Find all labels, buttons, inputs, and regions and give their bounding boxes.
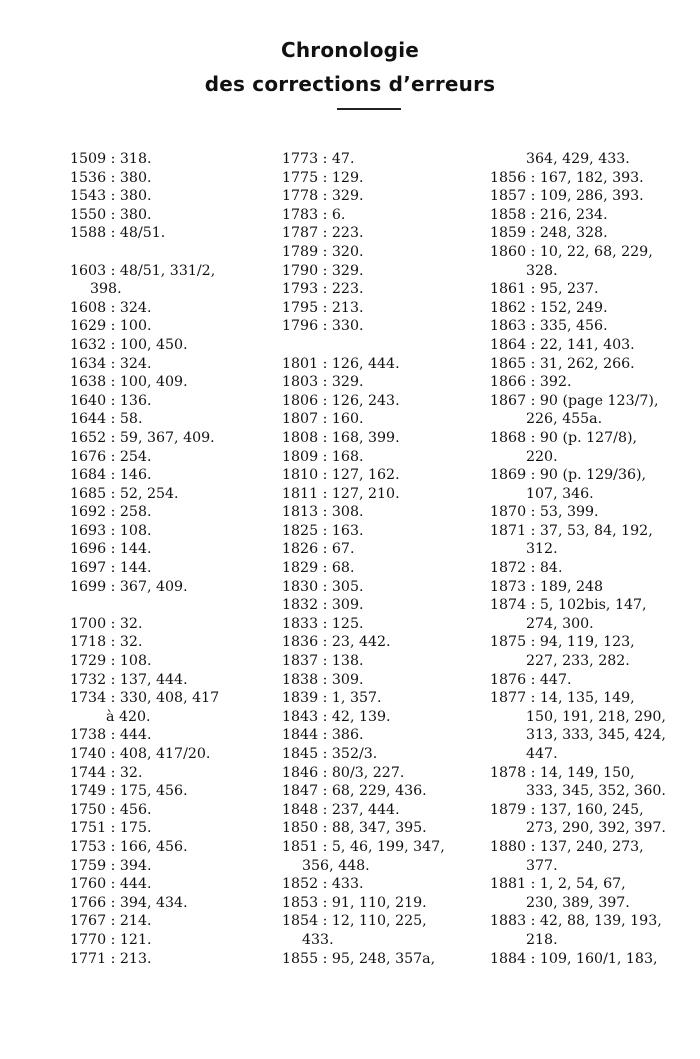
index-entry: 1588 : 48/51. [70, 225, 166, 242]
index-entry: 1795 : 213. [282, 299, 364, 316]
index-entry: 1830 : 305. [282, 578, 364, 595]
index-entry: 1868 : 90 (p. 127/8), [490, 429, 638, 446]
index-entry: 1771 : 213. [70, 950, 152, 967]
index-entry: 1509 : 318. [70, 151, 152, 167]
index-entry: 1829 : 68. [282, 560, 355, 577]
index-entry: 1773 : 47. [282, 151, 355, 167]
index-entry: 1732 : 137, 444. [70, 671, 188, 688]
index-entry: 1697 : 144. [70, 560, 152, 577]
index-entry: 1806 : 126, 243. [282, 392, 400, 409]
index-entry: 1801 : 126, 444. [282, 355, 400, 372]
index-entry: 1775 : 129. [282, 169, 364, 186]
index-entry: 1729 : 108. [70, 653, 152, 670]
index-entry: 377. [526, 857, 558, 874]
index-entry: 1770 : 121. [70, 931, 152, 948]
index-entry: 1880 : 137, 240, 273, [490, 838, 644, 855]
index-entry: 1753 : 166, 456. [70, 838, 188, 855]
index-entry: 1865 : 31, 262, 266. [490, 355, 635, 372]
index-entry: 1796 : 330. [282, 318, 364, 335]
index-entry: 1861 : 95, 237. [490, 281, 599, 298]
index-entry: 1866 : 392. [490, 374, 572, 391]
index-entry: 1851 : 5, 46, 199, 347, [282, 838, 445, 855]
index-entry: 356, 448. [302, 857, 370, 874]
index-entry: 1750 : 456. [70, 801, 152, 818]
index-entry: 1843 : 42, 139. [282, 708, 391, 725]
index-entry: 230, 389, 397. [526, 894, 630, 911]
index-entry: 1855 : 95, 248, 357a, [282, 950, 436, 967]
index-entry: 150, 191, 218, 290, [526, 708, 666, 725]
index-entry: 1638 : 100, 409. [70, 374, 188, 391]
index-entry: 1652 : 59, 367, 409. [70, 429, 215, 446]
index-entry: 1869 : 90 (p. 129/36), [490, 467, 647, 484]
column-2 [282, 150, 497, 968]
index-entry: 1881 : 1, 2, 54, 67, [490, 876, 626, 893]
index-entry: 1874 : 5, 102bis, 147, [490, 597, 647, 614]
index-entry: 1759 : 394. [70, 857, 152, 874]
index-entry: 227, 233, 282. [526, 653, 630, 670]
index-entry: 1811 : 127, 210. [282, 485, 400, 502]
index-entry: 1550 : 380. [70, 206, 152, 223]
index-entry: 1760 : 444. [70, 876, 152, 893]
index-entry: 1810 : 127, 162. [282, 467, 400, 484]
index-entry: 1808 : 168, 399. [282, 429, 400, 446]
index-entry: 1848 : 237, 444. [282, 801, 400, 818]
index-entry: 1807 : 160. [282, 411, 364, 428]
index-entry: 1640 : 136. [70, 392, 152, 409]
index-entry: 1700 : 32. [70, 615, 143, 632]
section-gap [282, 336, 497, 355]
page-subtitle: des corrections d’erreurs [204, 72, 496, 96]
index-entry: 226, 455a. [526, 411, 603, 428]
index-entry: 1692 : 258. [70, 504, 152, 521]
index-entry: 1603 : 48/51, 331/2, [70, 262, 216, 279]
index-entry: 1751 : 175. [70, 820, 152, 837]
index-entry: 1825 : 163. [282, 522, 364, 539]
index-entry: 1858 : 216, 234. [490, 206, 608, 223]
index-entry: 1847 : 68, 229, 436. [282, 783, 427, 800]
index-entry: 1718 : 32. [70, 634, 143, 651]
index-entry: 1863 : 335, 456. [490, 318, 608, 335]
index-entry: 313, 333, 345, 424, [526, 727, 666, 744]
index-entry: 1853 : 91, 110, 219. [282, 894, 427, 911]
index-entry: 1787 : 223. [282, 225, 364, 242]
index-entry: 1543 : 380. [70, 188, 152, 205]
index-entry: 1744 : 32. [70, 764, 143, 781]
index-entry: 1876 : 447. [490, 671, 572, 688]
title-divider [337, 108, 401, 110]
index-entry: 1845 : 352/3. [282, 746, 378, 762]
index-entry: 1608 : 324. [70, 299, 152, 316]
index-entry: 1862 : 152, 249. [490, 299, 608, 316]
index-entry: 107, 346. [526, 485, 594, 502]
index-entry: 1837 : 138. [282, 653, 364, 670]
index-entry: 1629 : 100. [70, 318, 152, 335]
index-entry: 1867 : 90 (page 123/7), [490, 392, 659, 409]
index-entry: 1740 : 408, 417/20. [70, 746, 211, 762]
index-entry: 1644 : 58. [70, 411, 143, 428]
index-entry: à 420. [106, 708, 151, 725]
index-entry: 1878 : 14, 149, 150, [490, 764, 635, 781]
index-entry: 1803 : 329. [282, 374, 364, 391]
index-entry: 1734 : 330, 408, 417 [70, 690, 220, 707]
index-entry: 1696 : 144. [70, 541, 152, 558]
index-entry: 1738 : 444. [70, 727, 152, 744]
index-entry: 1872 : 84. [490, 560, 563, 577]
index-entry: 1884 : 109, 160/1, 183, [490, 950, 658, 967]
index-entry: 1883 : 42, 88, 139, 193, [490, 913, 662, 930]
index-entry: 1767 : 214. [70, 913, 152, 930]
index-entry: 1826 : 67. [282, 541, 355, 558]
index-entry: 1857 : 109, 286, 393. [490, 188, 644, 205]
index-entry: 273, 290, 392, 397. [526, 820, 666, 837]
index-entry: 1685 : 52, 254. [70, 485, 179, 502]
index-entry: 1875 : 94, 119, 123, [490, 634, 635, 651]
column-3 [490, 150, 695, 968]
index-entry: 1877 : 14, 135, 149, [490, 690, 635, 707]
index-entry: 333, 345, 352, 360. [526, 783, 666, 800]
index-entry: 1859 : 248, 328. [490, 225, 608, 242]
index-entry: 447. [526, 746, 558, 762]
index-entry: 220. [526, 448, 558, 465]
index-entry: 1789 : 320. [282, 243, 364, 260]
section-gap [70, 596, 285, 615]
index-entry: 1790 : 329. [282, 262, 364, 279]
index-entry: 1873 : 189, 248 [490, 578, 604, 595]
index-entry: 1809 : 168. [282, 448, 364, 465]
index-entry: 218. [526, 931, 558, 948]
index-entry: 1871 : 37, 53, 84, 192, [490, 522, 653, 539]
index-entry: 433. [302, 931, 334, 948]
index-entry: 1860 : 10, 22, 68, 229, [490, 243, 653, 260]
index-entry: 1864 : 22, 141, 403. [490, 336, 635, 353]
index-entry: 1632 : 100, 450. [70, 336, 188, 353]
index-entry: 1766 : 394, 434. [70, 894, 188, 911]
index-entry: 398. [90, 281, 122, 298]
index-entry: 1852 : 433. [282, 876, 364, 893]
index-entry: 1879 : 137, 160, 245, [490, 801, 644, 818]
index-entry: 1836 : 23, 442. [282, 634, 391, 651]
index-entry: 1813 : 308. [282, 504, 364, 521]
index-entry: 1684 : 146. [70, 467, 152, 484]
index-entry: 1844 : 386. [282, 727, 364, 744]
index-entry: 1856 : 167, 182, 393. [490, 169, 644, 186]
index-entry: 1778 : 329. [282, 188, 364, 205]
index-entry: 1870 : 53, 399. [490, 504, 599, 521]
index-entry: 1838 : 309. [282, 671, 364, 688]
index-entry: 364, 429, 433. [526, 151, 630, 167]
index-entry: 1699 : 367, 409. [70, 578, 188, 595]
index-entry: 1634 : 324. [70, 355, 152, 372]
page-title: Chronologie [280, 38, 420, 62]
index-entry: 1693 : 108. [70, 522, 152, 539]
index-entry: 328. [526, 262, 558, 279]
column-1 [70, 150, 285, 968]
index-entry: 1832 : 309. [282, 597, 364, 614]
index-entry: 1536 : 380. [70, 169, 152, 186]
index-entry: 1676 : 254. [70, 448, 152, 465]
index-entry: 1846 : 80/3, 227. [282, 764, 405, 781]
index-entry: 1749 : 175, 456. [70, 783, 188, 800]
index-entry: 274, 300. [526, 615, 594, 632]
section-gap [70, 243, 285, 262]
index-entry: 1854 : 12, 110, 225, [282, 913, 427, 930]
index-entry: 1850 : 88, 347, 395. [282, 820, 427, 837]
index-entry: 1839 : 1, 357. [282, 690, 382, 707]
index-entry: 312. [526, 541, 558, 558]
index-entry: 1783 : 6. [282, 206, 346, 223]
index-entry: 1833 : 125. [282, 615, 364, 632]
index-entry: 1793 : 223. [282, 281, 364, 298]
